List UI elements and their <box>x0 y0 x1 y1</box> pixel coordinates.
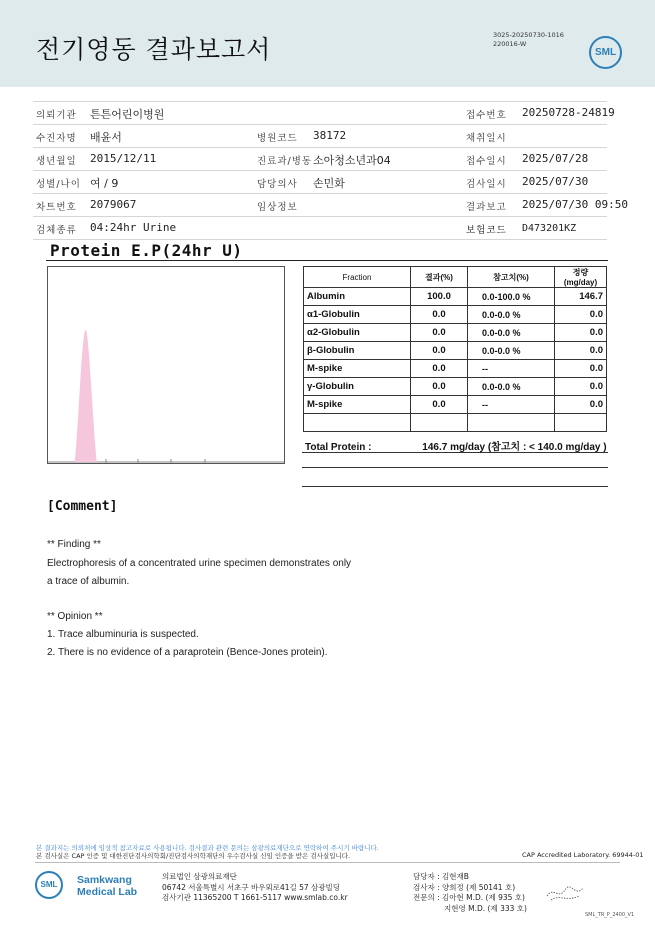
amount-cell: 0.0 <box>555 396 607 414</box>
reference-cell: 0.0-0.0 % <box>468 306 555 324</box>
total-protein-label: Total Protein : <box>305 442 372 453</box>
address-line: 06742 서울특별시 서초구 바우뫼로41길 57 삼광빌딩 <box>162 882 341 892</box>
electrophoresis-chart <box>47 266 285 464</box>
info-label: 수진자명 <box>36 133 77 144</box>
staff-line: 검사자 : 양희정 (제 50141 호) <box>413 882 516 892</box>
info-value: 2079067 <box>90 198 137 211</box>
address-line: 검사기관 11365200 T 1661-5117 www.smlab.co.kr <box>162 893 348 902</box>
info-value: 38172 <box>313 129 347 142</box>
reference-cell <box>468 414 555 432</box>
table-row <box>304 414 607 432</box>
info-value: 2025/07/28 <box>522 152 589 165</box>
signature <box>545 882 585 904</box>
amount-cell: 0.0 <box>555 306 607 324</box>
info-value: 튼튼어린이병원 <box>90 108 165 121</box>
info-value: 손민화 <box>313 177 345 190</box>
info-label: 접수일시 <box>466 156 507 167</box>
info-divider <box>33 216 607 217</box>
fraction-cell: β-Globulin <box>304 342 411 360</box>
sml-logo: SML <box>589 36 622 69</box>
info-label: 접수번호 <box>466 110 507 121</box>
total-protein-value: 146.7 mg/day (참고치 : < 140.0 mg/day ) <box>422 442 607 453</box>
table-row <box>304 378 607 396</box>
footer-staff <box>413 872 527 914</box>
table-row <box>304 342 607 360</box>
brand-line: Samkwang <box>77 874 132 886</box>
header-fraction: Fraction <box>304 267 411 288</box>
opinion-line: 1. Trace albuminuria is suspected. <box>47 629 199 640</box>
info-label: 결과보고 <box>466 202 507 213</box>
staff-line: 지현영 M.D. (제 333 호) <box>413 903 527 913</box>
results-table <box>303 266 607 432</box>
info-value: 배윤서 <box>90 131 122 144</box>
cap-accreditation: CAP Accredited Laboratory. 69944-01 <box>522 851 644 859</box>
info-label: 보험코드 <box>466 225 507 236</box>
fraction-cell <box>304 414 411 432</box>
amount-cell <box>555 414 607 432</box>
footer-brand <box>77 874 137 898</box>
info-label: 의뢰기관 <box>36 110 77 121</box>
header-reference: 참고치(%) <box>468 267 555 288</box>
section-title: Protein E.P(24hr U) <box>50 241 243 260</box>
info-value: 2015/12/11 <box>90 152 157 165</box>
result-cell: 100.0 <box>411 288 468 306</box>
finding-line: Electrophoresis of a concentrated urine specimen demonstrates only <box>47 558 352 569</box>
footer-address <box>162 872 348 904</box>
footer-logo: SML <box>35 871 63 899</box>
table-row <box>304 360 607 378</box>
info-label: 차트번호 <box>36 202 77 213</box>
opinion-line: 2. There is no evidence of a paraprotein (Bence-Jones protein). <box>47 647 328 658</box>
result-cell: 0.0 <box>411 324 468 342</box>
amount-cell: 0.0 <box>555 342 607 360</box>
total-divider <box>302 452 608 453</box>
table-header-row <box>304 267 607 288</box>
table-row <box>304 396 607 414</box>
info-divider <box>33 124 607 125</box>
fraction-cell: γ-Globulin <box>304 378 411 396</box>
footer-note: 본 검사실은 CAP 인증 및 대한진단검사의학회/진단검사의학재단의 우수검사실 신임 인증을 받은 검사실입니다. <box>36 852 351 860</box>
reference-cell: 0.0-0.0 % <box>468 324 555 342</box>
info-label: 검체종류 <box>36 225 77 236</box>
result-cell: 0.0 <box>411 396 468 414</box>
amount-cell: 0.0 <box>555 324 607 342</box>
info-label: 채취일시 <box>466 133 507 144</box>
info-value: 2025/07/30 <box>522 175 589 188</box>
info-value: 20250728-24819 <box>522 106 615 119</box>
reference-cell: -- <box>468 360 555 378</box>
report-title: 전기영동 결과보고서 <box>36 35 272 64</box>
fraction-cell: Albumin <box>304 288 411 306</box>
finding-heading: ** Finding ** <box>47 539 101 550</box>
fraction-cell: α2-Globulin <box>304 324 411 342</box>
reference-cell: 0.0-100.0 % <box>468 288 555 306</box>
info-value: D473201KZ <box>522 223 577 234</box>
result-cell: 0.0 <box>411 306 468 324</box>
total-divider <box>302 486 608 487</box>
result-cell: 0.0 <box>411 342 468 360</box>
info-value: 2025/07/30 09:50 <box>522 198 628 211</box>
info-divider <box>33 170 607 171</box>
total-divider <box>302 467 608 468</box>
staff-line: 전문의 : 김아현 M.D. (제 935 호) <box>413 893 525 902</box>
result-cell <box>411 414 468 432</box>
footer-divider <box>35 862 620 863</box>
info-divider <box>33 101 607 102</box>
info-label: 생년월일 <box>36 156 77 167</box>
finding-line: a trace of albumin. <box>47 576 130 587</box>
comment-title: [Comment] <box>47 499 118 514</box>
info-label: 담당의사 <box>257 179 298 190</box>
fraction-cell: α1-Globulin <box>304 306 411 324</box>
info-label: 임상정보 <box>257 202 298 213</box>
chart-svg <box>48 267 284 463</box>
info-divider <box>33 147 607 148</box>
table-row <box>304 324 607 342</box>
albumin-peak <box>75 330 97 462</box>
amount-cell: 0.0 <box>555 360 607 378</box>
form-code: SML_TR_P_2400_V1 <box>585 912 635 918</box>
info-value: 소아청소년과04 <box>313 154 391 167</box>
info-label: 성별/나이 <box>36 179 81 190</box>
ref-line-2: 220016-W <box>493 40 527 48</box>
info-label: 병원코드 <box>257 133 298 144</box>
info-label: 진료과/병동 <box>257 156 313 167</box>
brand-line: Medical Lab <box>77 886 138 898</box>
info-value: 04:24hr Urine <box>90 221 177 234</box>
reference-cell: 0.0-0.0 % <box>468 378 555 396</box>
total-protein <box>305 438 607 453</box>
amount-cell: 146.7 <box>555 288 607 306</box>
address-line: 의료법인 삼광의료재단 <box>162 872 237 881</box>
info-value: 여 / 9 <box>90 177 119 190</box>
header-amount: 정량(mg/day) <box>555 267 607 288</box>
result-cell: 0.0 <box>411 378 468 396</box>
opinion-heading: ** Opinion ** <box>47 611 103 622</box>
info-label: 검사일시 <box>466 179 507 190</box>
amount-cell: 0.0 <box>555 378 607 396</box>
header-result: 결과(%) <box>411 267 468 288</box>
ref-line-1: 3025-20250730-1016 <box>493 31 564 39</box>
info-divider <box>33 239 607 240</box>
report-reference-number <box>493 31 564 49</box>
fraction-cell: M-spike <box>304 396 411 414</box>
result-cell: 0.0 <box>411 360 468 378</box>
reference-cell: -- <box>468 396 555 414</box>
info-divider <box>33 193 607 194</box>
footer-note: 본 결과지는 의뢰처에 임상적 참고자료로 사용됩니다. 검사결과 관련 문의는 삼광의료재단으로 연락하여 주시기 바랍니다. <box>36 844 379 852</box>
section-underline <box>46 260 608 261</box>
reference-cell: 0.0-0.0 % <box>468 342 555 360</box>
staff-line: 담당자 : 김현재B <box>413 872 469 881</box>
table-row <box>304 288 607 306</box>
table-row <box>304 306 607 324</box>
fraction-cell: M-spike <box>304 360 411 378</box>
